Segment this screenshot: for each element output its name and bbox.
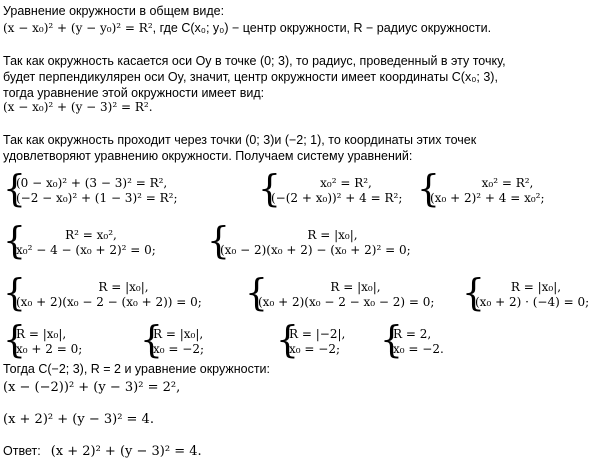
intro-line-1: Уравнение окружности в общем виде:: [3, 4, 225, 18]
brace: {: [3, 219, 26, 263]
para3-line-2: удовлетворяют уравнению окружности. Получаем систему уравнений:: [3, 149, 413, 163]
system-3-eq-1: x₀² = R²,: [481, 176, 534, 190]
general-circle-formula: (x − x₀)² + (y − y₀)² = R²: [3, 21, 153, 35]
system-7: [245, 271, 455, 315]
system-2: [258, 167, 418, 211]
system-7-eq-1: R = |x₀|,: [330, 280, 381, 294]
brace: {: [276, 318, 299, 362]
system-9-eq-1: R = |x₀|,: [16, 327, 67, 341]
system-6-eq-2: (x₀ + 2)(x₀ − 2 − (x₀ + 2)) = 0;: [16, 295, 202, 309]
system-8: [462, 271, 598, 315]
conclusion-eq-1: (x − (−2))² + (y − 3)² = 2²,: [3, 380, 181, 395]
system-10-eq-2: x₀ = −2;: [153, 342, 204, 356]
brace: {: [140, 318, 163, 362]
system-2-eq-2: (−(2 + x₀))² + 4 = R²;: [271, 191, 403, 205]
system-12-eq-2: x₀ = −2.: [393, 342, 444, 356]
para2-line-1: Так как окружность касается оси Oy в точке (0; 3), то радиус, проведенный в эту точку,: [3, 54, 506, 68]
system-7-eq-2: (x₀ + 2)(x₀ − 2 − x₀ − 2) = 0;: [258, 295, 435, 309]
system-5-eq-1: R = |x₀|,: [307, 228, 358, 242]
system-1: [3, 167, 233, 211]
brace: {: [380, 318, 403, 362]
system-10: [140, 318, 260, 362]
para2-line-3: тогда уравнение этой окружности имеет вид:: [3, 86, 265, 100]
brace: {: [3, 271, 26, 315]
para2-line-2: будет перпендикулярен оси Oy, значит, центр окружности имеет координаты C(x₀; 3),: [3, 70, 498, 84]
system-12-eq-1: R = 2,: [393, 327, 432, 341]
system-9-eq-2: x₀ + 2 = 0;: [16, 342, 83, 356]
system-4-eq-2: x₀² − 4 − (x₀ + 2)² = 0;: [16, 243, 156, 257]
system-1-eq-1: (0 − x₀)² + (3 − 3)² = R²,: [16, 176, 168, 190]
system-9: [3, 318, 123, 362]
system-8-eq-2: (x₀ + 2) · (−4) = 0;: [475, 295, 590, 309]
brace: {: [417, 167, 440, 211]
system-10-eq-1: R = |x₀|,: [153, 327, 204, 341]
system-5-eq-2: (x₀ − 2)(x₀ + 2) − (x₀ + 2)² = 0;: [220, 243, 411, 257]
answer-equation: (x + 2)² + (y − 3)² = 4.: [50, 444, 202, 459]
system-6-eq-1: R = |x₀|,: [98, 280, 149, 294]
system-4: [3, 219, 183, 263]
system-6: [3, 271, 233, 315]
system-12: [380, 318, 490, 362]
conclusion-line-1: Тогда C(−2; 3), R = 2 и уравнение окружности:: [3, 362, 271, 376]
system-11-eq-2: x₀ = −2;: [289, 342, 340, 356]
system-4-eq-1: R² = x₀²,: [65, 228, 117, 242]
system-11: [276, 318, 386, 362]
system-2-eq-1: x₀² = R²,: [320, 176, 372, 190]
brace: {: [3, 318, 26, 362]
brace: {: [462, 271, 485, 315]
system-1-eq-2: (−2 − x₀)² + (1 − 3)² = R²;: [16, 191, 178, 205]
system-11-eq-1: R = |−2|,: [289, 327, 346, 341]
brace: {: [207, 219, 230, 263]
para2-formula: (x − x₀)² + (y − 3)² = R².: [3, 100, 153, 114]
intro-line-2: [3, 21, 491, 35]
answer-label: Ответ:: [3, 444, 41, 458]
system-3: [417, 167, 597, 211]
brace: {: [3, 167, 26, 211]
system-5: [207, 219, 447, 263]
para3-line-1: Так как окружность проходит через точки (0; 3)и (−2; 1), то координаты этих точек: [3, 133, 477, 147]
brace: {: [258, 167, 281, 211]
brace: {: [245, 271, 268, 315]
conclusion-eq-2: (x + 2)² + (y − 3)² = 4.: [3, 412, 154, 427]
system-3-eq-2: (x₀ + 2)² + 4 = x₀²;: [430, 191, 545, 205]
system-8-eq-1: R = |x₀|,: [510, 280, 562, 294]
intro-line-2-text: , где C(x₀; y₀) − центр окружности, R − радиус окружности.: [152, 21, 492, 35]
answer-line: [3, 444, 202, 459]
